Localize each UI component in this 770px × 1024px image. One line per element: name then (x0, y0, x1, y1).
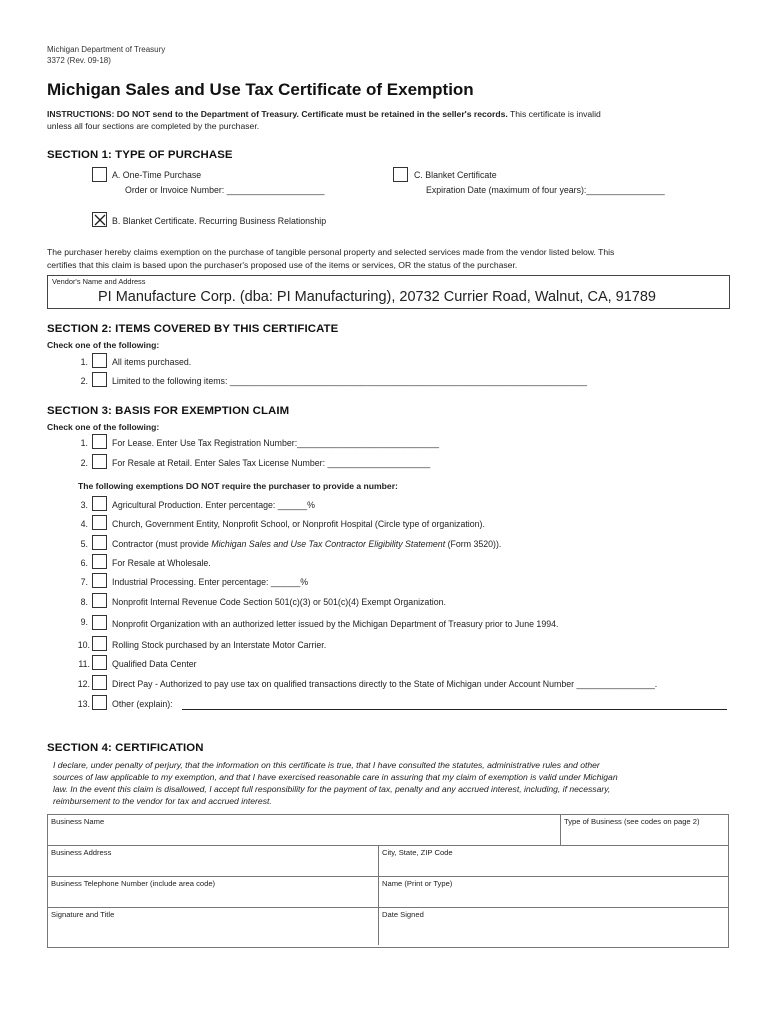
invoice-number-field[interactable]: Order or Invoice Number: ____________________ (125, 185, 325, 195)
nonprofit-501c-checkbox[interactable] (92, 593, 107, 608)
exemption-number: 1. (80, 438, 88, 448)
rolling-stock-checkbox[interactable] (92, 636, 107, 651)
vendor-field[interactable] (47, 275, 730, 309)
agricultural-checkbox[interactable] (92, 496, 107, 511)
data-center-checkbox[interactable] (92, 655, 107, 670)
instructions-bold: INSTRUCTIONS: DO NOT send to the Department of Treasury. Certificate must be retained in the seller's records. (47, 109, 508, 119)
type-of-business-label: Type of Business (see codes on page 2) (564, 817, 700, 826)
date-signed-label: Date Signed (382, 910, 424, 919)
nonprofit-letter-label: Nonprofit Organization with an authorized letter issued by the Michigan Department of Treasury prior to June 1994. (112, 619, 559, 629)
exemption-number: 12. (77, 679, 90, 689)
section2-heading: SECTION 2: ITEMS COVERED BY THIS CERTIFICATE (47, 323, 339, 335)
cert-line-4: reimbursement to the vendor for tax and accrued interest. (53, 796, 272, 806)
page-title: Michigan Sales and Use Tax Certificate of Exemption (47, 80, 474, 99)
section3-heading: SECTION 3: BASIS FOR EXEMPTION CLAIM (47, 405, 290, 417)
type-of-business-field[interactable] (561, 815, 728, 846)
claim-line-1: The purchaser hereby claims exemption on the purchase of tangible personal property and selected services made from the vendor listed below. This (47, 247, 615, 257)
resale-wholesale-checkbox[interactable] (92, 554, 107, 569)
business-address-field[interactable] (48, 846, 379, 877)
city-state-zip-label: City, State, ZIP Code (382, 848, 453, 857)
resale-retail-checkbox[interactable] (92, 454, 107, 469)
no-number-note: The following exemptions DO NOT require the purchaser to provide a number: (78, 481, 398, 491)
instructions-text-1: This certificate is invalid (507, 109, 601, 119)
contractor-checkbox[interactable] (92, 535, 107, 550)
contractor-label-a: Contractor (must provide (112, 539, 212, 549)
other-explain-line[interactable] (182, 709, 727, 710)
signature-title-field[interactable] (48, 908, 379, 945)
exemption-number: 5. (80, 539, 88, 549)
agency-name: Michigan Department of Treasury (47, 45, 166, 54)
church-gov-checkbox[interactable] (92, 515, 107, 530)
blanket-c-checkbox[interactable] (393, 167, 408, 182)
exemption-number: 4. (80, 519, 88, 529)
section1-heading: SECTION 1: TYPE OF PURCHASE (47, 149, 233, 161)
section4-heading: SECTION 4: CERTIFICATION (47, 742, 204, 754)
one-time-checkbox[interactable] (92, 167, 107, 182)
resale-wholesale-label: For Resale at Wholesale. (112, 558, 211, 568)
church-gov-label: Church, Government Entity, Nonprofit School, or Nonprofit Hospital (Circle type of organization). (112, 519, 485, 529)
business-name-field[interactable] (48, 815, 561, 846)
item-number: 2. (80, 376, 88, 386)
direct-pay-checkbox[interactable] (92, 675, 107, 690)
vendor-label: Vendor's Name and Address (52, 277, 146, 286)
business-phone-field[interactable] (48, 877, 379, 908)
blanket-b-checkbox[interactable] (92, 212, 107, 227)
rolling-stock-label: Rolling Stock purchased by an Interstate Motor Carrier. (112, 640, 327, 650)
instructions-text-2: unless all four sections are completed by the purchaser. (47, 121, 260, 131)
business-name-label: Business Name (51, 817, 105, 826)
exemption-number: 9. (80, 617, 88, 627)
blanket-c-label: C. Blanket Certificate (414, 170, 497, 180)
for-lease-label[interactable]: For Lease. Enter Use Tax Registration Number:_____________________________ (112, 438, 440, 448)
city-state-zip-field[interactable] (379, 846, 728, 877)
instructions (47, 108, 737, 132)
section3-check-one: Check one of the following: (47, 422, 160, 432)
section2-check-one: Check one of the following: (47, 340, 160, 350)
other-checkbox[interactable] (92, 695, 107, 710)
agricultural-label[interactable]: Agricultural Production. Enter percentage: ______% (112, 500, 315, 510)
business-phone-label: Business Telephone Number (include area code) (51, 879, 216, 888)
blanket-b-label: B. Blanket Certificate. Recurring Business Relationship (112, 216, 327, 226)
all-items-label: All items purchased. (112, 357, 192, 367)
industrial-checkbox[interactable] (92, 573, 107, 588)
nonprofit-letter-checkbox[interactable] (92, 615, 107, 630)
nonprofit-501c-label: Nonprofit Internal Revenue Code Section 501(c)(3) or 501(c)(4) Exempt Organization. (112, 597, 446, 607)
checkmark-x-icon (94, 214, 107, 227)
other-label: Other (explain): (112, 699, 173, 709)
vendor-value: PI Manufacture Corp. (dba: PI Manufacturing), 20732 Currier Road, Walnut, CA, 91789 (98, 289, 656, 305)
exemption-number: 11. (78, 659, 90, 669)
for-lease-checkbox[interactable] (92, 434, 107, 449)
certification-text (53, 759, 723, 807)
exemption-number: 3. (80, 500, 88, 510)
expiration-date-field[interactable]: Expiration Date (maximum of four years):________________ (426, 185, 665, 195)
one-time-label: A. One-Time Purchase (112, 170, 202, 180)
exemption-number: 7. (80, 577, 88, 587)
business-info-grid (47, 814, 729, 948)
date-signed-field[interactable] (379, 908, 728, 945)
contractor-label-italic: Michigan Sales and Use Tax Contractor Eligibility Statement (211, 539, 446, 549)
all-items-checkbox[interactable] (92, 353, 107, 368)
contractor-label-b: (Form 3520)). (445, 539, 502, 549)
data-center-label: Qualified Data Center (112, 659, 197, 669)
direct-pay-label[interactable]: Direct Pay - Authorized to pay use tax on qualified transactions directly to the State of Michigan under Account Number ________________. (112, 679, 658, 689)
resale-retail-label[interactable]: For Resale at Retail. Enter Sales Tax License Number: _____________________ (112, 458, 431, 468)
exemption-number: 2. (80, 458, 88, 468)
name-print-field[interactable] (379, 877, 728, 908)
exemption-number: 10. (77, 640, 90, 650)
signature-title-label: Signature and Title (51, 910, 115, 919)
claim-line-2: certifies that this claim is based upon the purchaser's proposed use of the items or services, OR the status of the purchaser. (47, 260, 518, 270)
business-address-label: Business Address (51, 848, 112, 857)
cert-line-1: I declare, under penalty of perjury, that the information on this certificate is true, that I have consulted the statutes, administrative rules and other (53, 760, 600, 770)
exemption-number: 6. (80, 558, 88, 568)
industrial-label[interactable]: Industrial Processing. Enter percentage: ______% (112, 577, 309, 587)
limited-items-label[interactable]: Limited to the following items: _________________________________________________________________________ (112, 376, 587, 386)
contractor-label (112, 539, 501, 549)
exemption-number: 8. (80, 597, 88, 607)
exemption-number: 13. (77, 699, 90, 709)
cert-line-2: sources of law applicable to my exemption, and that I have exercised reasonable care in assuring that my claim of exemption is valid under Michigan (53, 772, 618, 782)
name-print-label: Name (Print or Type) (382, 879, 453, 888)
limited-items-checkbox[interactable] (92, 372, 107, 387)
item-number: 1. (80, 357, 88, 367)
claim-paragraph (47, 246, 727, 272)
cert-line-3: law. In the event this claim is disallowed, I accept full responsibility for the payment of tax, penalty and any accrued interest, including, if necessary, (53, 784, 611, 794)
form-number: 3372 (Rev. 09-18) (47, 56, 111, 65)
